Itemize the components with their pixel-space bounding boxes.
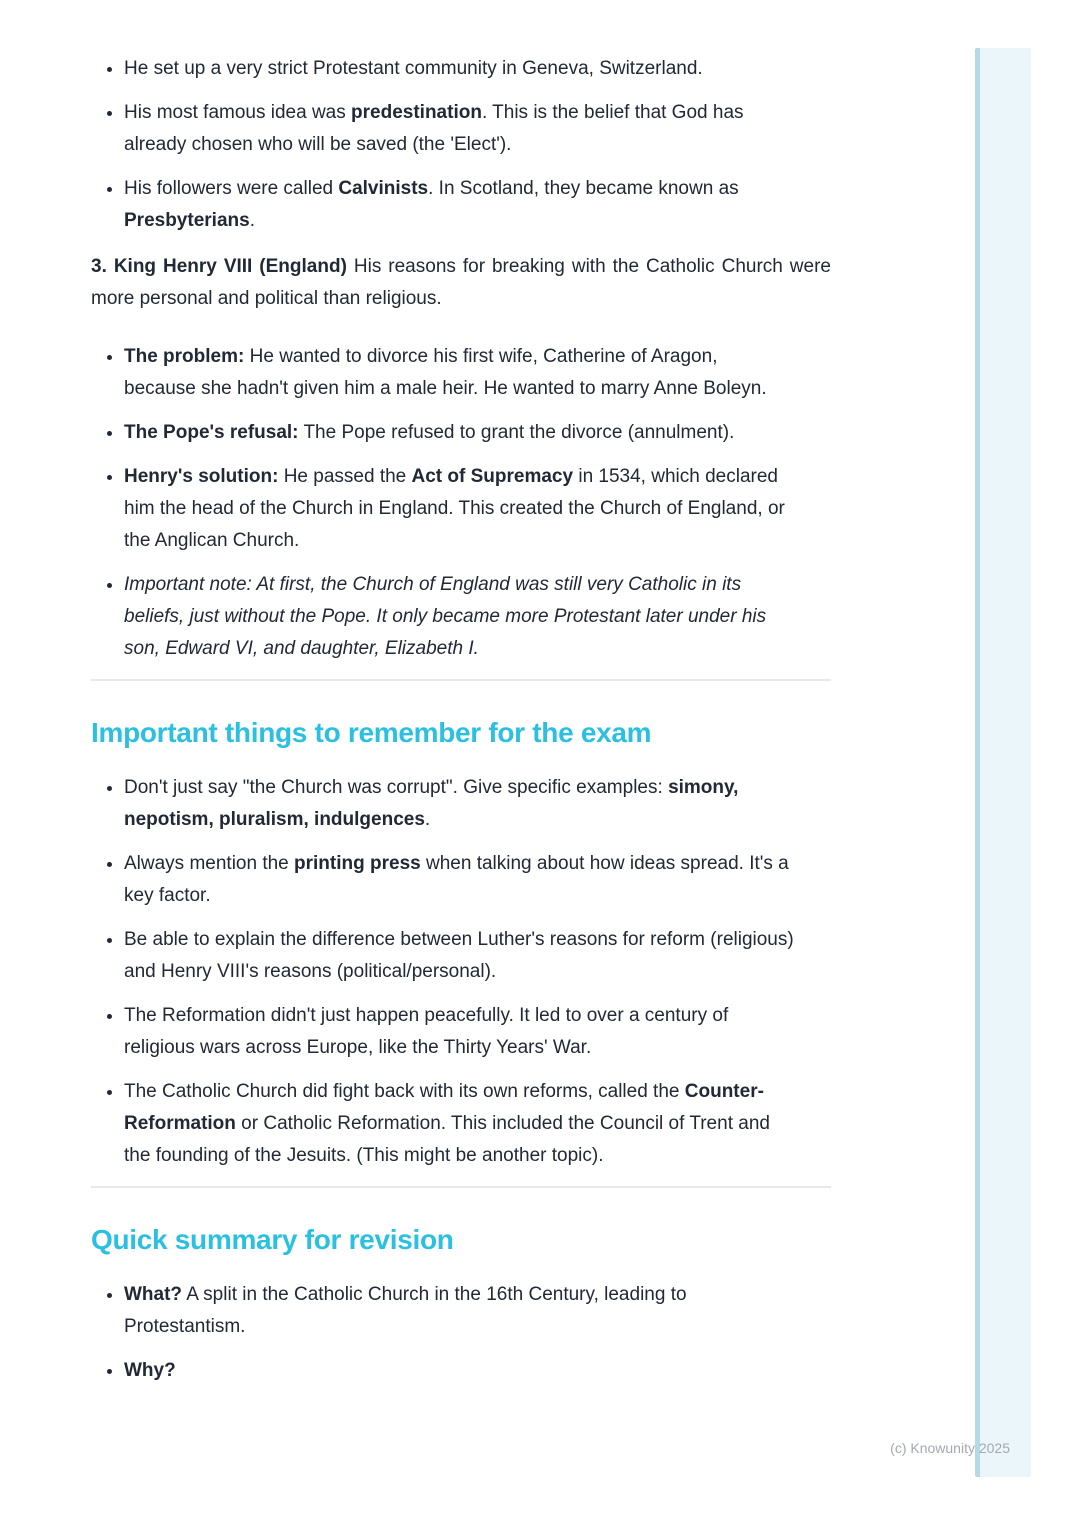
list-item	[124, 1279, 794, 1343]
bold-text: printing press	[294, 853, 421, 874]
text-run: His most famous idea was	[124, 102, 352, 123]
text-run: His followers were called	[124, 178, 339, 199]
list-item	[124, 341, 794, 405]
copyright-watermark: (c) Knowunity 2025	[890, 1440, 1010, 1456]
list-item	[124, 1355, 794, 1387]
bold-text: The problem:	[124, 346, 245, 367]
bold-text: predestination	[351, 102, 482, 123]
text-run: The Catholic Church did fight back with its own reforms, called the	[124, 1081, 685, 1102]
henry-paragraph	[91, 251, 831, 315]
bold-text: Presbyterians	[124, 210, 250, 231]
calvin-bullet-list	[91, 53, 831, 237]
bold-text: Henry's solution:	[124, 466, 279, 487]
list-item	[124, 417, 794, 449]
text-run: The Reformation didn't just happen peacefully. It led to over a century of religious wars across Europe, like the Thirty Years' War.	[124, 1005, 729, 1058]
list-item	[124, 1000, 794, 1064]
text-run: . This is the belief that God has already chosen who will be saved (the 'Elect').	[124, 102, 744, 155]
list-item	[124, 772, 794, 836]
bold-text: What?	[124, 1284, 183, 1305]
text-run: He passed the	[278, 466, 412, 487]
section-divider	[91, 679, 831, 681]
list-item	[124, 173, 794, 237]
exam-section-heading: Important things to remember for the exam	[91, 717, 652, 748]
text-run: Always mention the	[124, 853, 295, 874]
text-run: He set up a very strict Protestant community in Geneva, Switzerland.	[124, 58, 703, 79]
summary-bullet-list	[91, 1279, 831, 1387]
section-divider-2	[91, 1186, 831, 1188]
text-run: .	[424, 809, 431, 830]
bold-text: Why?	[124, 1360, 176, 1381]
text-run: He wanted to divorce his first wife, Catherine of Aragon, because she hadn't given him a male heir. He wanted to marry Anne Boleyn.	[124, 346, 767, 399]
bold-text: simony, nepotism, pluralism, indulgences	[124, 777, 739, 830]
text-run: His reasons for breaking with the Catholic Church were more personal and political than religious.	[91, 256, 831, 309]
text-run: or Catholic Reformation. This included the Council of Trent and the founding of the Jesuits. (This might be another topic).	[124, 1113, 770, 1166]
exam-bullet-list	[91, 772, 831, 1172]
summary-section-heading: Quick summary for revision	[91, 1224, 454, 1255]
list-item	[124, 569, 794, 665]
bold-text: 3. King Henry VIII (England)	[91, 256, 347, 277]
list-item	[124, 97, 794, 161]
italic-text: Important note: At first, the Church of England was still very Catholic in its beliefs, just without the Pope. It only became more Protestant later under his son, Edward VI, and daughter, Elizabeth I.	[124, 574, 767, 659]
text-run: Don't just say "the Church was corrupt". Give specific examples:	[124, 777, 669, 798]
bold-text: Calvinists	[338, 178, 429, 199]
text-run: Be able to explain the difference between Luther's reasons for reform (religious) and Henry VIII's reasons (political/personal).	[124, 929, 794, 982]
page-edge-highlight-bar	[975, 48, 1031, 1477]
list-item	[124, 461, 794, 557]
list-item	[124, 1076, 794, 1172]
list-item	[124, 924, 794, 988]
bold-text: Counter-Reformation	[124, 1081, 764, 1134]
text-run: when talking about how ideas spread. It's a key factor.	[124, 853, 789, 906]
text-run: A split in the Catholic Church in the 16th Century, leading to Protestantism.	[124, 1284, 687, 1337]
text-run: . In Scotland, they became known as	[428, 178, 739, 199]
list-item	[124, 848, 794, 912]
bold-text: Act of Supremacy	[411, 466, 574, 487]
content-column	[91, 53, 831, 1401]
bold-text: The Pope's refusal:	[124, 422, 299, 443]
henry-bullet-list	[91, 341, 831, 665]
list-item	[124, 53, 794, 85]
text-run: .	[249, 210, 255, 231]
text-run: in 1534, which declared him the head of the Church in England. This created the Church of England, or the Anglican Church.	[124, 466, 785, 551]
text-run: The Pope refused to grant the divorce (annulment).	[298, 422, 735, 443]
